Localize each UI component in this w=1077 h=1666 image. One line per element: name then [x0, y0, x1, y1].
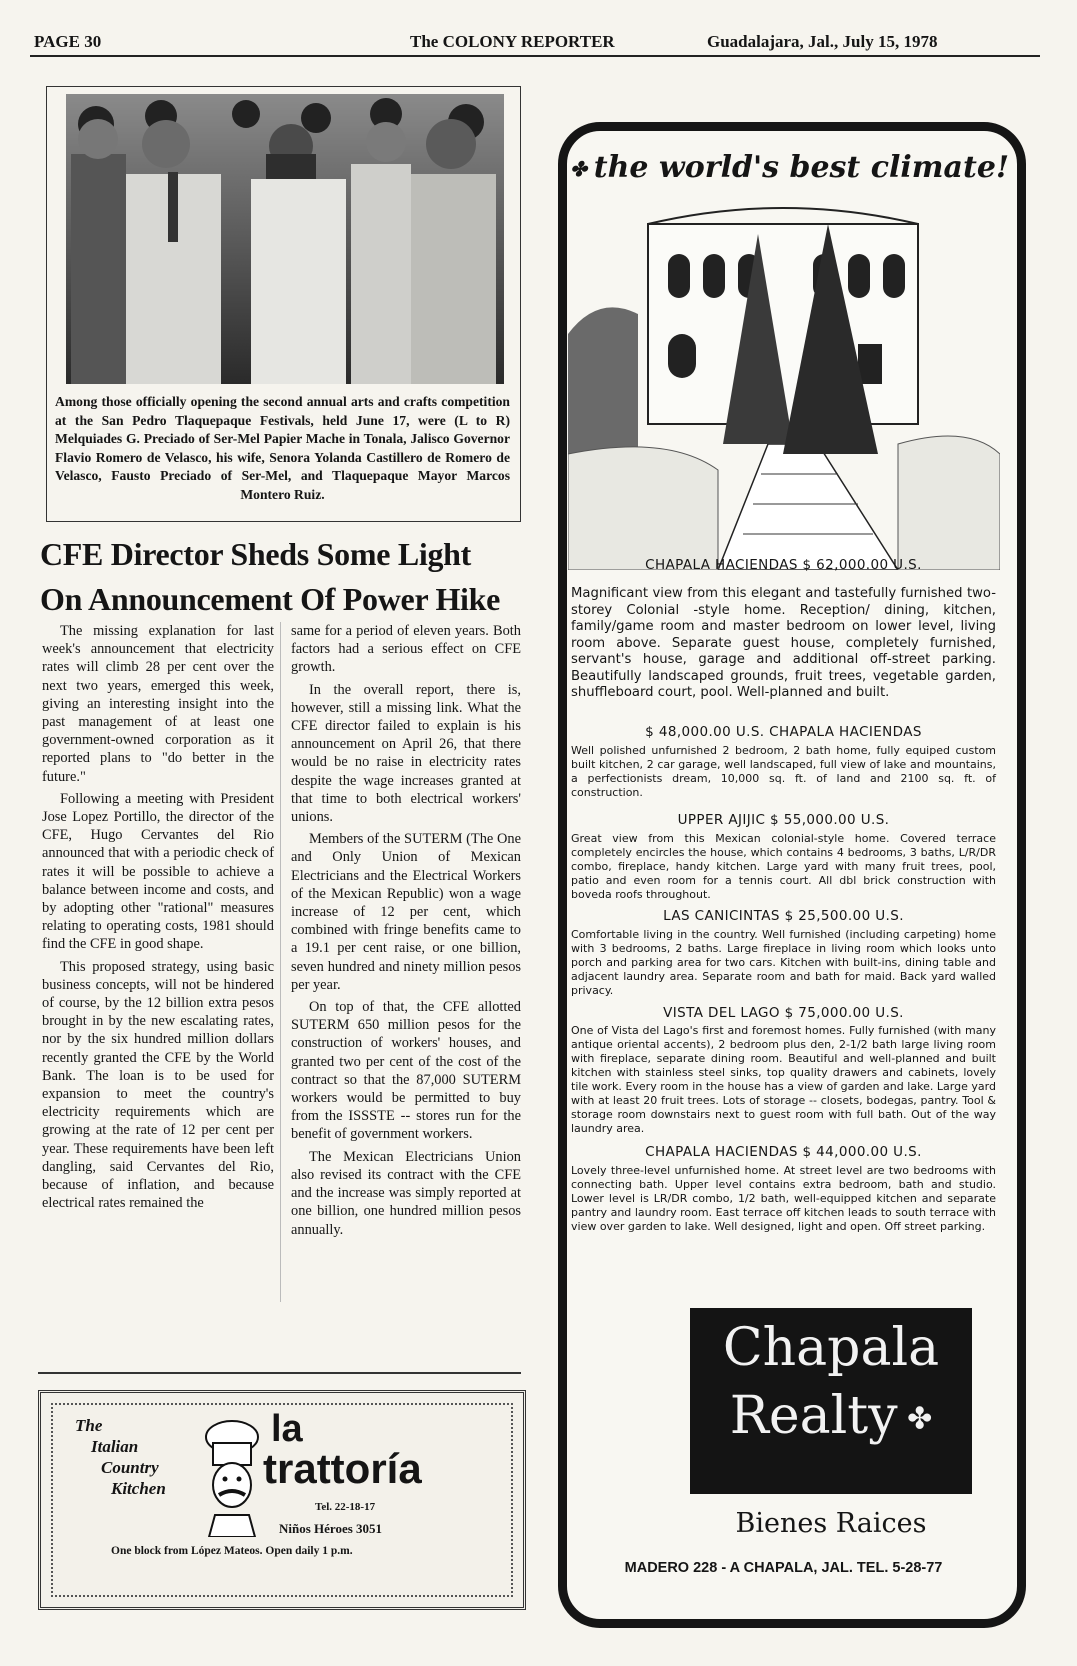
article-column-2 — [291, 622, 521, 1243]
tagline-country: Country — [101, 1458, 159, 1477]
trattoria-name: trattoría — [263, 1445, 422, 1492]
listing-title: VISTA DEL LAGO $ 75,000.00 U.S. — [663, 1005, 904, 1021]
tagline-kitchen: Kitchen — [111, 1479, 166, 1498]
header-rule — [30, 55, 1040, 57]
trattoria-tagline — [75, 1415, 166, 1499]
listing-title: LAS CANICINTAS $ 25,500.00 U.S. — [663, 908, 904, 924]
chef-icon — [201, 1417, 263, 1537]
article-headline — [40, 532, 530, 622]
trattoria-hours: One block from López Mateos. Open daily 1 p.m. — [111, 1545, 353, 1557]
trattoria-address: Niños Héroes 3051 — [279, 1521, 383, 1536]
photo-caption: Among those officially opening the second annual arts and crafts competition at the San Pedro Tlaquepaque Festivals, held June 17, were (L to R) Melquiades G. Preciado of Ser-Mel Papier Mache in Tonala, Jalisco Governor Flavio Romero de Velasco, his wife, Senora Yolanda Castillero de Romero de Velasco, Fausto Preciado of Ser-Mel, and Tlaquepaque Mayor Marcos Montero Ruiz. — [55, 394, 510, 502]
paragraph: same for a period of eleven years. Both factors had a serious effect on CFE growth. — [291, 623, 521, 676]
clover-icon: ✤ — [570, 157, 594, 181]
paragraph: On top of that, the CFE allotted SUTERM 650 million pesos for the construction of workers' houses, and granted two per cent of the cost of the contract so that the 87,000 SUTERM workers would be permitted to buy from the ISSSTE -- stores run for the benefit of government workers. — [291, 999, 521, 1143]
clover-icon: ✤ — [897, 1401, 933, 1437]
house-illustration — [568, 194, 1000, 570]
paragraph: Following a meeting with President Jose Lopez Portillo, the director of the CFE, Hugo Cervantes del Rio announced that with a periodic check of rates it will be possible to achieve a balance between income and costs, and by adopting other "rational" measures relating to operating costs, 1981 should find the CFE in good shape. — [42, 790, 274, 953]
paragraph: The Mexican Electricians Union also revised its contract with the CFE and the increase was simply reported at one billion, one hundred million pesos annually. — [291, 1148, 521, 1238]
trattoria-name-la: la — [271, 1408, 303, 1450]
tagline-the: The — [75, 1416, 103, 1435]
logo-word: Realty — [729, 1386, 898, 1446]
column-divider — [280, 622, 281, 1302]
logo-line-1: Chapala — [722, 1318, 940, 1378]
realty-logo — [690, 1308, 972, 1494]
slogan — [570, 150, 1010, 185]
listing-description: Great view from this Mexican colonial-style home. Covered terrace completely encircles the house, which contains 4 bedrooms, 3 baths, L/R/DR combo, fireplace, handy kitchen. Large yard with many fruit trees, pool, patio and even room for a tennis court. All dbl brick construction with boveda roofs throughout. — [571, 832, 996, 901]
news-photo — [66, 94, 504, 384]
paragraph: In the overall report, there is, however, still a missing link. What the CFE director failed to explain is his announcement on April 26, that there would be no raise in electricity rates despite the wage increases granted at that time to both electrical workers' unions. — [291, 681, 521, 826]
headline-line-2: On Announcement Of Power Hike — [40, 581, 501, 617]
section-rule — [38, 1372, 521, 1374]
listing-title: $ 48,000.00 U.S. CHAPALA HACIENDAS — [645, 724, 922, 740]
listing-description: Lovely three-level unfurnished home. At street level are two bedrooms with connecting bath. Upper level contains extra bedroom, bath and studio. Lower level is LR/DR combo, 1/2 bath, well-equipped kitchen and separate pantry and laundry room. East terrace off kitchen leads to south terrace with view over garden to lake. Well designed, light and open. Off street parking. — [571, 1164, 996, 1233]
logo-line-2 — [690, 1386, 972, 1450]
crowd-photo-image — [66, 94, 504, 384]
paragraph: This proposed strategy, using basic business concepts, will not be hindered of course, by the 12 billion extra pesos brought in by the new escalating rates, nor by the six hundred million dollars recently granted the CFE by the World Bank. The loan is to be used for expansion to meet the country's electricity requirements which are growing at the rate of 12 per cent per year. These requirements have been left dangling, said Cervantes del Rio, because of inflation, and because electrical rates remained the — [42, 958, 274, 1212]
dateline: Guadalajara, Jal., July 15, 1978 — [707, 32, 938, 51]
tagline-italian: Italian — [91, 1437, 139, 1456]
main-listing-description: Magnificant view from this elegant and tastefully furnished two-storey Colonial -style home. Reception/ dining, kitchen, family/game room and master bedroom on lower level, living room above. Separate guest house, completely furnished, servant's house, garage and additional off-street parking. Beautifully landscaped grounds, fruit trees, vegetable garden, shuffleboard court, pool. Well-planned and built. — [571, 586, 996, 700]
trattoria-phone: Tel. 22-18-17 — [315, 1501, 376, 1513]
realty-address: MADERO 228 - A CHAPALA, JAL. TEL. 5-28-77 — [624, 1560, 943, 1576]
listing-title: UPPER AJIJIC $ 55,000.00 U.S. — [677, 812, 890, 828]
article-column-1 — [42, 622, 274, 1217]
listing-description: One of Vista del Lago's first and foremost homes. Fully furnished (with many antique oriental accents), 2 bedroom plus den, 2-1/2 bath large living room with fireplace, separate dining room. Beautiful and well-planned and built kitchen with stainless steel sinks, top quality drawers and cabinets, lovely tile work. Every room in the house has a view of garden and lake. Large yard with at least 20 fruit trees. Lots of storage -- closets, bodegas, pantry. Tool & storage room downstairs next to guest room with full bath. Out of the way laundry area. — [571, 1024, 996, 1135]
paragraph: The missing explanation for last week's announcement that electricity rates will climb 28 per cent over the next two years, emerged this week, giving an interesting insight into the past management of at least one government-owned corporation as it reported plans to "do better in the future." — [42, 623, 274, 785]
trattoria-ad — [38, 1390, 526, 1610]
main-listing-title: CHAPALA HACIENDAS $ 62,000.00 U.S. — [645, 557, 922, 573]
bienes-raices: Bienes Raices — [735, 1508, 927, 1539]
slogan-text: the world's best climate! — [593, 150, 1010, 185]
listing-title: CHAPALA HACIENDAS $ 44,000.00 U.S. — [645, 1144, 922, 1160]
headline-line-1: CFE Director Sheds Some Light — [40, 536, 472, 572]
paragraph: Members of the SUTERM (The One and Only Union of Mexican Electricians and the Electrical Workers of the Mexican Republic) won a wage increase of 12 per cent, which combined with fringe benefits came to a 19.1 per cent raise, or one billion, seven hundred and ninety million pesos per year. — [291, 831, 521, 993]
listing-description: Well polished unfurnished 2 bedroom, 2 bath home, fully equiped custom built kitchen, 2 car garage, well landscaped, full view of lake and mountains, a perfectionists dream, 10,000 sq. ft. of land and 2100 sq. ft. of construction. — [571, 744, 996, 799]
listing-description: Comfortable living in the country. Well furnished (including carpeting) home with 3 bedrooms, 2 baths. Large fireplace in living room which looks unto porch and parking area for two cars. Kitchen with built-ins, dining table and adjacent laundry area. Separate room and bath for maid. Back yard walled privacy. — [571, 928, 996, 997]
page-number: PAGE 30 — [34, 32, 102, 51]
newspaper-name: The COLONY REPORTER — [410, 32, 615, 51]
